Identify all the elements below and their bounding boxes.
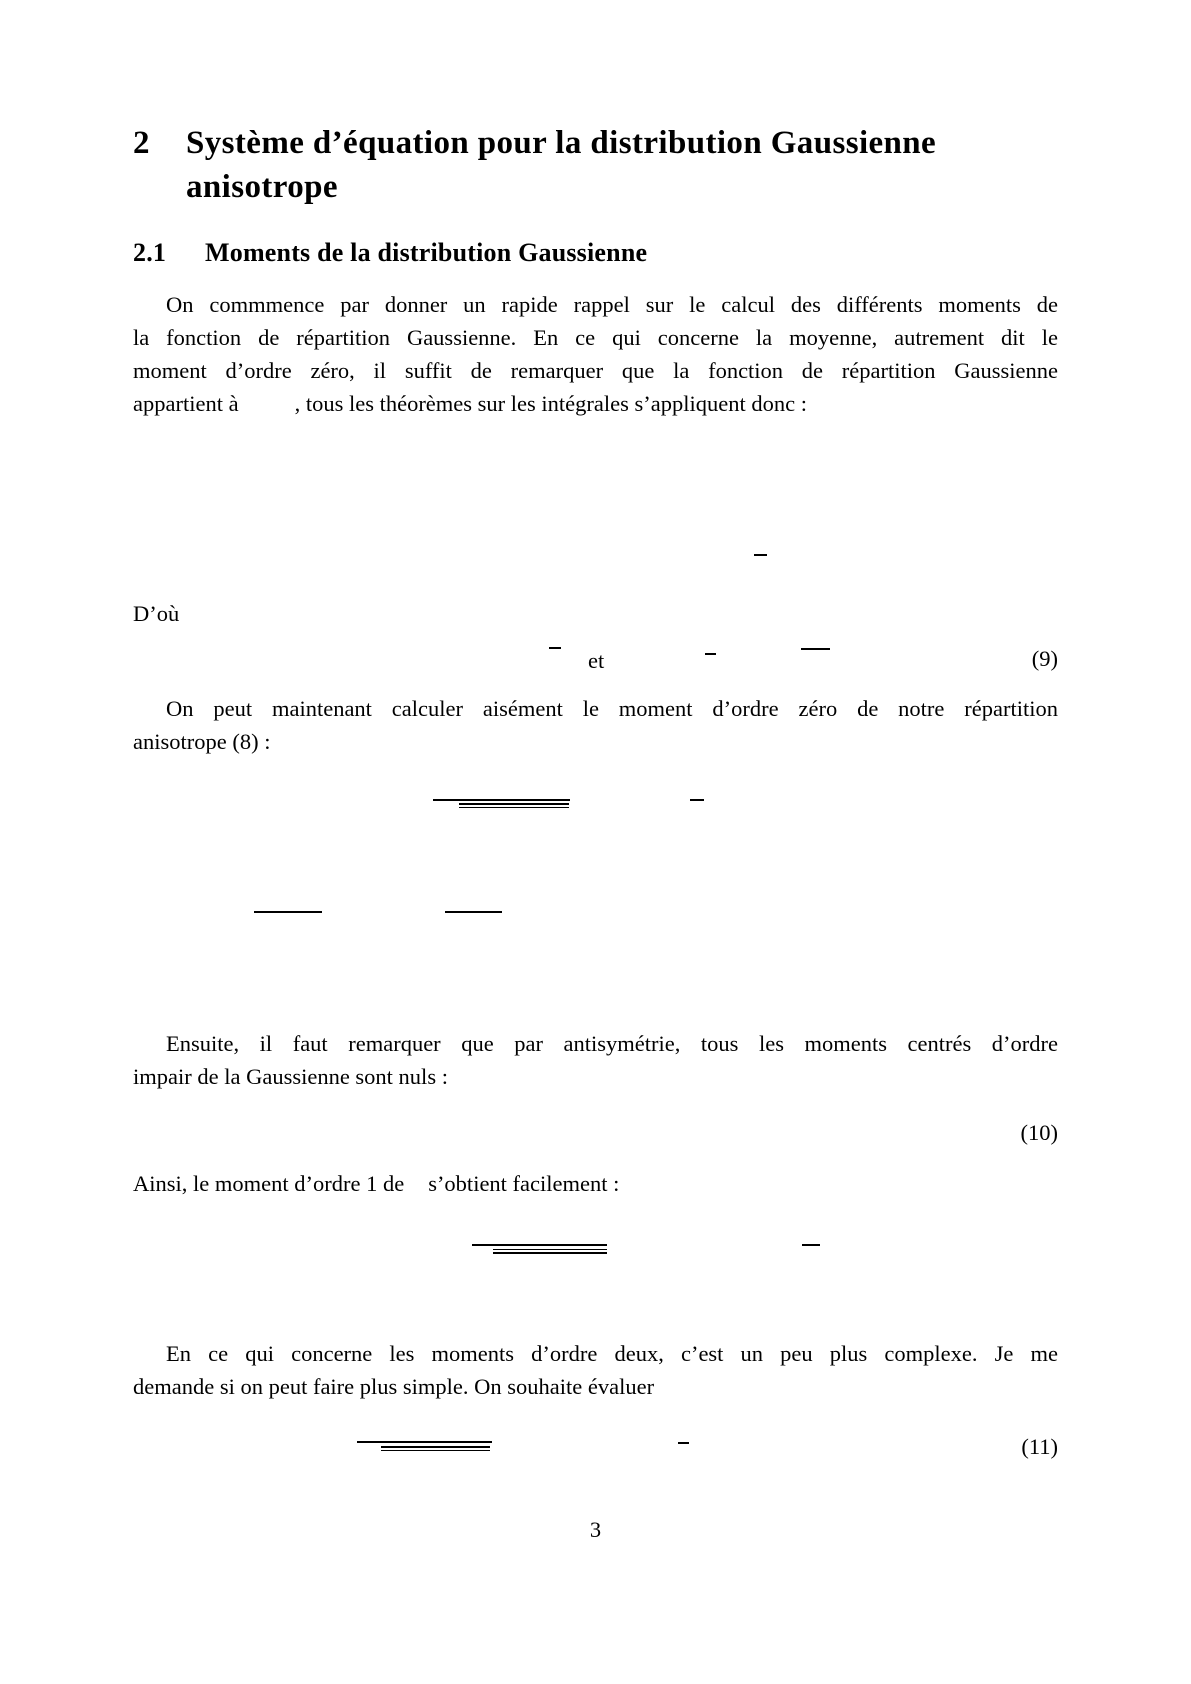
section-number: 2 [133,125,150,161]
equation-10-number: (10) [1020,1120,1058,1145]
equation-b-minus-rule [802,1244,820,1246]
equation-11-fraction-rule [357,1441,492,1443]
section-title-line2: anisotrope [186,169,338,205]
dou-text: D’où [133,601,180,626]
paragraph-2-line-2: anisotrope (8) : [133,729,271,754]
subsection-number: 2.1 [133,238,167,267]
paragraph-4-after-math: s’obtient facilement : [428,1171,620,1196]
equation-11-double-rule-top [381,1446,490,1448]
equation-11-number: (11) [1021,1434,1058,1459]
paragraph-1-line-4 [133,387,1058,420]
equation-9-minus-rule-2 [705,653,716,655]
paragraph-2-line-1: On peut maintenant calculer aisément le moment d’ordre zéro de notre répartition [166,696,1058,721]
paragraph-3-line-2: impair de la Gaussienne sont nuls : [133,1064,448,1089]
minus-sign-rule [754,554,767,556]
equation-a-double-rule-top [459,803,569,805]
paragraph-5-line-1: En ce qui concerne les moments d’ordre deux, c’est un peu plus complexe. Je me [166,1341,1058,1366]
paragraph-1-line-4-after-math: , tous les théorèmes sur les intégrales s’appliquent donc : [294,391,807,416]
fraction-rule-right [445,911,502,913]
paragraph-1-line-4-before-math: appartient à [133,391,239,416]
fraction-rule-left [254,911,322,913]
equation-9-minus-rule-1 [549,647,561,649]
subsection-title: Moments de la distribution Gaussienne [205,238,648,267]
equation-a-minus-rule [690,799,704,801]
paragraph-3-line-1: Ensuite, il faut remarquer que par antisymétrie, tous les moments centrés d’ordre [166,1031,1058,1056]
paragraph-4-before-math: Ainsi, le moment d’ordre 1 de [133,1171,405,1196]
equation-b-fraction-rule [472,1244,607,1246]
equation-9-number: (9) [1031,646,1058,671]
paragraph-5-line-2: demande si on peut faire plus simple. On souhaite évaluer [133,1374,655,1399]
equation-11-double-rule-bottom [381,1450,490,1452]
equation-9-connector: et [588,648,605,673]
equation-b-double-rule-bottom [493,1252,607,1254]
equation-a-double-rule-bottom [459,807,569,809]
equation-9-fraction-rule [801,648,830,650]
paragraph-1-line-1: On commmence par donner un rapide rappel sur le calcul des différents moments de [166,292,1058,317]
section-title-line1: Système d’équation pour la distribution Gaussienne [186,125,937,161]
paragraph-1-line-3: moment d’ordre zéro, il suffit de remarquer que la fonction de répartition Gaussienne [133,358,1058,383]
equation-b-double-rule-top [493,1249,607,1251]
equation-a-fraction-rule [433,799,570,801]
paragraph-1-line-2: la fonction de répartition Gaussienne. En ce qui concerne la moyenne, autrement dit le [133,325,1058,350]
paragraph-4-line [133,1167,1058,1200]
page-number: 3 [589,1517,602,1542]
equation-11-minus-rule [678,1442,689,1444]
